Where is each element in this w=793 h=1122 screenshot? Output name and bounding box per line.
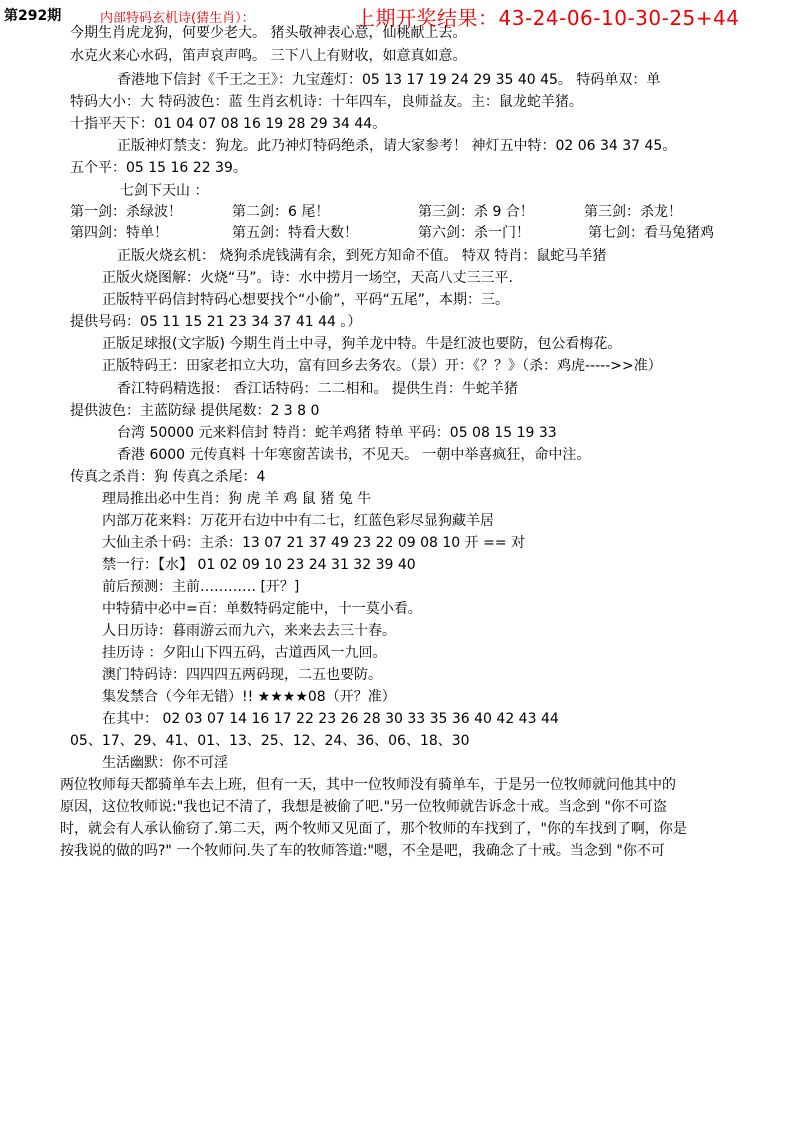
sword-3b: 第三剑：杀龙！ — [584, 204, 682, 220]
immortal-kill-line: 大仙主杀十码：主杀：13 07 21 37 49 23 22 09 08 10 开 == 对 — [102, 535, 526, 551]
period-number: 第292期 — [4, 8, 62, 24]
sword-4: 第四剑：特单！ — [70, 225, 168, 241]
seven-swords-title: 七剑下天山 ： — [120, 183, 209, 199]
ten-fingers-line: 十指平天下：01 04 07 08 16 19 28 29 34 44。 — [70, 116, 387, 132]
poem-line-2: 水克火来心水码，笛声哀声鸣。 三下八上有财收，如意真如意。 — [70, 48, 467, 64]
provided-numbers-line: 提供号码：05 11 15 21 23 34 37 41 44 。） — [70, 314, 362, 330]
macau-poem-line: 澳门特码诗：四四四五两码现，二五也要防。 — [102, 667, 382, 683]
hanging-calendar-line: 挂历诗 ：夕阳山下四五码，古道西风一九回。 — [102, 645, 387, 661]
in-it-line: 在其中： 02 03 07 14 16 17 22 23 26 28 30 33 35 36 40 42 43 44 — [102, 711, 559, 727]
football-news-line: 正版足球报(文字版) 今期生肖土中寻，狗羊龙中特。牛是红波也要防，包公看梅花。 — [102, 336, 622, 352]
calendar-poem-line: 人日历诗：暮雨游云而九六，来来去去三十春。 — [102, 623, 396, 639]
forecast-line: 前后预测：主前………… [开？] — [102, 579, 300, 595]
flowers-line: 内部万花来料：万花开右边中中有二七，红蓝色彩尽显狗藏羊居 — [102, 513, 494, 529]
sword-6: 第六剑：杀一门！ — [418, 225, 530, 241]
divine-lamp-line: 正版神灯禁支：狗龙。此乃神灯特码绝杀，请大家参考！ 神灯五中特：02 06 34 37 45。 — [117, 138, 677, 154]
hongkong-fax-line: 香港 6000 元传真料 十年寒窗苦读书，不见天。 一朝中举喜疯狂，命中注。 — [117, 447, 591, 463]
story-line-3: 时，就会有人承认偷窃了.第二天，两个牧师又见面了，那个牧师的车找到了，"你的车找到了啊，你是 — [60, 821, 687, 837]
size-color-line: 特码大小：大 特码波色：蓝 生肖玄机诗：十年四车，良师益友。主：鼠龙蛇羊猪。 — [70, 94, 583, 110]
story-line-2: 原因，这位牧师说:"我也记不清了，我想是被偷了吧."另一位牧师就告诉念十戒。当念到 "你不可盗 — [60, 799, 667, 815]
wave-color-line: 提供波色：主蓝防绿 提供尾数：2 3 8 0 — [70, 403, 320, 419]
guess-line: 中特猜中必中=百：单数特码定能中，十一莫小看。 — [102, 601, 422, 617]
sword-7: 第七剑：看马兔猪鸡 — [588, 225, 714, 241]
number-sequence-line: 05、17、29、41、01、13、25、12、24、36、06、18、30 — [70, 733, 470, 749]
poem-title: 内部特码玄机诗(猜生肖）： — [100, 11, 255, 26]
taiwan-line: 台湾 50000 元来料信封 特肖：蛇羊鸡猪 特单 平码：05 08 15 19 33 — [117, 425, 557, 441]
sword-2: 第二剑：6 尾！ — [232, 204, 330, 220]
last-draw-result: 上期开奖结果：43-24-06-10-30-25+44 — [355, 6, 740, 30]
sword-3: 第三剑：杀 9 合！ — [418, 204, 534, 220]
humor-title: 生活幽默：你不可淫 — [102, 755, 228, 771]
bureau-zodiac-line: 理局推出必中生肖：狗 虎 羊 鸡 鼠 猪 兔 牛 — [102, 491, 372, 507]
fire-burn-line: 正版火烧玄机： 烧狗杀虎钱满有余，到死方知命不值。 特双 特肖：鼠蛇马羊猪 — [117, 248, 607, 264]
special-king-line: 正版特码王：田家老扣立大功，富有回乡去务农。（景）开：《？？》（杀：鸡虎----->>准） — [102, 358, 662, 374]
kingofkings-line: 香港地下信封《千王之王》：九宝莲灯：05 13 17 19 24 29 35 40 45。 特码单双：单 — [117, 72, 661, 88]
five-flat-line: 五个平：05 15 16 22 39。 — [70, 160, 247, 176]
ban-combo-line: 集发禁合（今年无错）!! ★★★★08（开？准） — [102, 689, 396, 705]
story-line-4: 按我说的做的吗?" 一个牧师问.失了车的牧师答道:"嗯，不全是吧，我确念了十戒。当念到 "你不可 — [60, 843, 665, 859]
blank-area — [0, 860, 793, 1122]
fire-burn-diagram-line: 正版火烧图解：火烧“马”。诗：水中捞月一场空，天高八丈三三平. — [102, 270, 513, 286]
story-line-1: 两位牧师每天都骑单车去上班，但有一天，其中一位牧师没有骑单车，于是另一位牧师就问他其中的 — [60, 777, 676, 793]
fax-kill-line: 传真之杀肖：狗 传真之杀尾：4 — [70, 469, 266, 485]
poem-line-1: 今期生肖虎龙狗，何要少老大。 猪头敬神表心意，仙桃献上去。 — [70, 25, 467, 41]
envelope-line: 正版特平码信封特码心想要找个“小偷”，平码“五尾”，本期：三。 — [102, 292, 510, 308]
hongkong-selection-line: 香江特码精选报： 香江话特码：二二相和。 提供生肖：牛蛇羊猪 — [117, 381, 518, 397]
ban-row-line: 禁一行：【水】 01 02 09 10 23 24 31 32 39 40 — [102, 557, 416, 573]
sword-5: 第五剑：特看大数！ — [232, 225, 358, 241]
sword-1: 第一剑：杀绿波！ — [70, 204, 182, 220]
